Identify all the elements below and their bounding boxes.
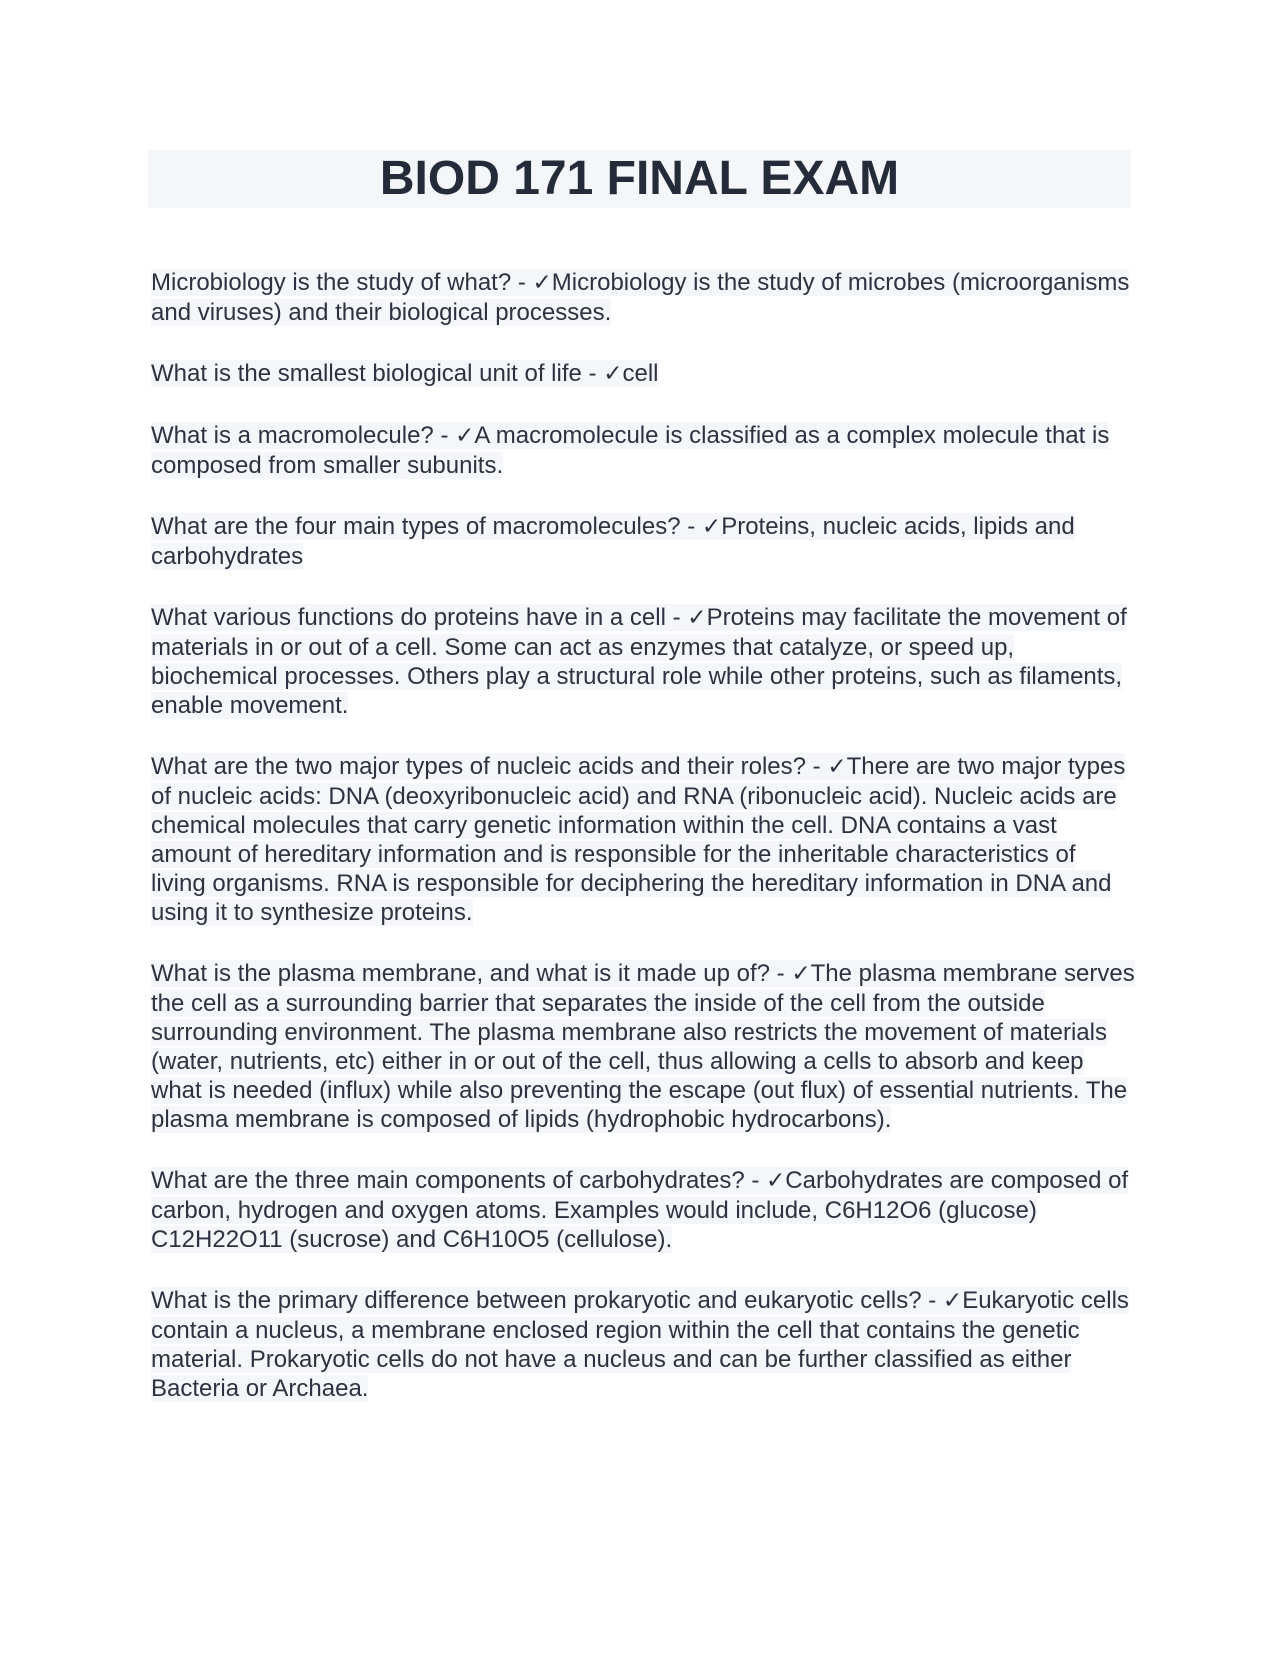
check-icon: ✓	[791, 961, 811, 987]
qa-item	[151, 1286, 1136, 1403]
qa-text	[151, 360, 659, 387]
question-text: What are the four main types of macromolecules? -	[151, 513, 702, 540]
answer-text: Proteins, nucleic acids, lipids and carbohydrates	[151, 513, 1075, 570]
title-band	[148, 150, 1131, 208]
check-icon: ✓	[942, 1288, 963, 1314]
answer-text: cell	[622, 360, 659, 387]
qa-text	[151, 269, 1129, 326]
qa-text	[151, 1287, 1129, 1402]
check-icon: ✓	[532, 270, 552, 296]
answer-text: The plasma membrane serves the cell as a surrounding barrier that separates the inside of the cell from the outside surrounding environment. The plasma membrane also restricts the movement of materials (water, nutrients, etc) either in or out of the cell, thus allowing a cells to absorb and keep what is needed (influx) while also preventing the escape (out flux) of essential nutrients. The plasma membrane is composed of lipids (hydrophobic hydrocarbons).	[151, 960, 1135, 1133]
question-text: Microbiology is the study of what? -	[151, 269, 533, 296]
qa-item	[151, 359, 1136, 389]
question-text: What are the three main components of carbohydrates? -	[151, 1167, 766, 1194]
qa-text	[151, 753, 1125, 926]
question-text: What is the plasma membrane, and what is it made up of? -	[151, 960, 792, 987]
answer-text: Microbiology is the study of microbes (microorganisms and viruses) and their biological processes.	[151, 269, 1130, 326]
question-text: What is the smallest biological unit of life -	[151, 360, 604, 387]
answer-text: Carbohydrates are composed of carbon, hydrogen and oxygen atoms. Examples would include, C6H12O6 (glucose) C12H22O11 (sucrose) and C6H10O5 (cellulose).	[151, 1167, 1129, 1253]
qa-item	[151, 603, 1136, 720]
qa-text	[151, 1167, 1128, 1253]
qa-item	[151, 959, 1136, 1134]
qa-item	[151, 752, 1136, 927]
qa-text	[151, 960, 1135, 1133]
question-text: What is the primary difference between prokaryotic and eukaryotic cells? -	[151, 1287, 943, 1314]
check-icon: ✓	[827, 754, 847, 780]
check-icon: ✓	[455, 423, 475, 449]
qa-text	[151, 513, 1075, 570]
qa-list	[151, 268, 1136, 1435]
check-icon: ✓	[701, 514, 722, 540]
question-text: What is a macromolecule? -	[151, 422, 456, 449]
check-icon: ✓	[766, 1168, 786, 1194]
qa-item	[151, 421, 1136, 480]
check-icon: ✓	[603, 361, 623, 387]
document-title: BIOD 171 FINAL EXAM	[379, 152, 900, 205]
qa-item	[151, 512, 1136, 571]
qa-item	[151, 1166, 1136, 1254]
check-icon: ✓	[687, 605, 707, 631]
question-text: What various functions do proteins have in a cell -	[151, 604, 688, 631]
answer-text: A macromolecule is classified as a complex molecule that is composed from smaller subunits.	[151, 422, 1110, 479]
qa-text	[151, 422, 1109, 479]
answer-text: Eukaryotic cells contain a nucleus, a membrane enclosed region within the cell that contains the genetic material. Prokaryotic cells do not have a nucleus and can be further classified as either Bacteria or Archaea.	[151, 1287, 1129, 1402]
question-text: What are the two major types of nucleic acids and their roles? -	[151, 753, 828, 780]
answer-text: Proteins may facilitate the movement of materials in or out of a cell. Some can act as enzymes that catalyze, or speed up, biochemical processes. Others play a structural role while other proteins, such as filaments, enable movement.	[151, 604, 1127, 719]
answer-text: There are two major types of nucleic acids: DNA (deoxyribonucleic acid) and RNA (ribonucleic acid). Nucleic acids are chemical molecules that carry genetic information within the cell. DNA contains a vast amount of hereditary information and is responsible for the inheritable characteristics of living organisms. RNA is responsible for deciphering the hereditary information in DNA and using it to synthesize proteins.	[151, 753, 1126, 926]
qa-text	[151, 604, 1127, 719]
qa-item	[151, 268, 1136, 327]
